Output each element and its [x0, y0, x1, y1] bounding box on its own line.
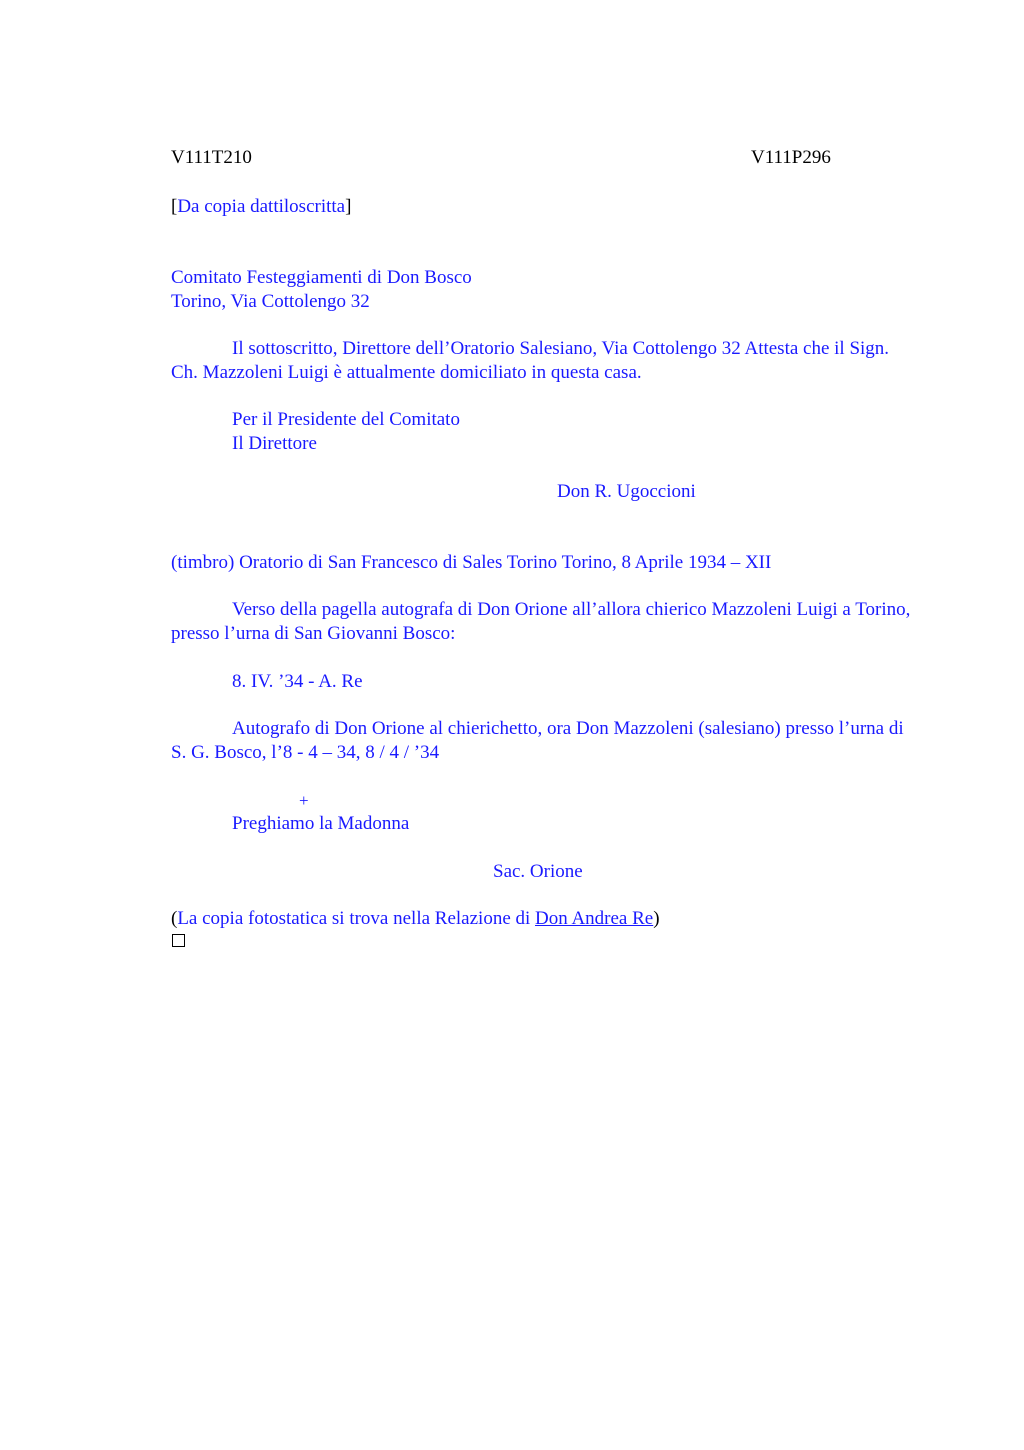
source-note-close-bracket: ]	[345, 196, 352, 217]
closing-line-1: Per il Presidente del Comitato	[232, 409, 460, 430]
attestation-paragraph: Il sottoscritto, Direttore dell’Oratorio Salesiano, Via Cottolengo 32 Attesta che il Sign. Ch. Mazzoleni Luigi è attualmente domiciliato in questa casa.	[171, 338, 890, 383]
source-note-text: Da copia dattiloscritta	[177, 196, 346, 217]
stamp-line: (timbro) Oratorio di San Francesco di Sales Torino Torino, 8 Aprile 1934 – XII	[171, 552, 772, 573]
date-line: 8. IV. ’34 - A. Re	[232, 671, 363, 692]
document-code-right: V111P296	[751, 147, 831, 168]
footnote	[171, 907, 660, 931]
verso-paragraph: Verso della pagella autografa di Don Orione all’allora chierico Mazzoleni Luigi a Torino, presso l’urna di San Giovanni Bosco:	[171, 599, 911, 644]
footnote-text: La copia fotostatica si trova nella Relazione di	[177, 908, 536, 929]
footnote-open-paren: (	[171, 908, 178, 929]
signature-orione: Sac. Orione	[493, 861, 583, 882]
footnote-close-paren: )	[653, 908, 660, 929]
source-note-open-bracket: [	[171, 196, 178, 217]
letterhead-line-1: Comitato Festeggiamenti di Don Bosco	[171, 267, 472, 288]
square-checkbox[interactable]	[172, 934, 185, 947]
document-code-left: V111T210	[171, 147, 252, 168]
source-note	[171, 195, 351, 219]
closing-line-2: Il Direttore	[232, 433, 317, 454]
signature-ugoccioni: Don R. Ugoccioni	[557, 481, 696, 502]
autograph-paragraph: Autografo di Don Orione al chierichetto, ora Don Mazzoleni (salesiano) presso l’urna di S. G. Bosco, l’8 - 4 – 34, 8 / 4 / ’34	[171, 718, 904, 763]
letterhead-line-2: Torino, Via Cottolengo 32	[171, 291, 370, 312]
don-andrea-re-link[interactable]: Don Andrea Re	[535, 908, 654, 929]
cross-symbol: +	[299, 791, 309, 810]
prayer-line: Preghiamo la Madonna	[232, 813, 410, 834]
